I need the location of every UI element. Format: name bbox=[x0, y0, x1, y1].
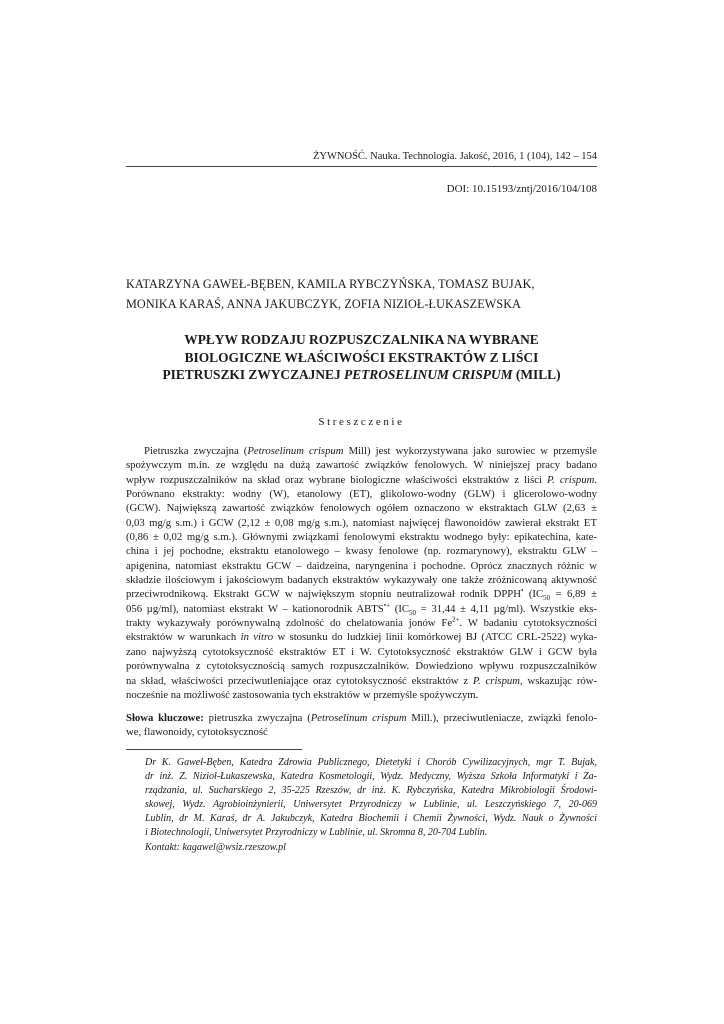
footnote-rule bbox=[126, 749, 302, 750]
author-list bbox=[126, 275, 626, 314]
keywords-text: pietruszka zwyczajna ( bbox=[203, 712, 311, 724]
species-name: Petroselinum crispum bbox=[310, 712, 407, 724]
doi-line[interactable]: DOI: 10.15193/zntj/2016/104/108 bbox=[446, 183, 597, 195]
abstract-line: składzie ilościowym i jakościowym badanych ekstraktów wykazywały one także zróżnicowaną aktywność bbox=[126, 574, 597, 587]
abstract-line bbox=[126, 602, 597, 616]
abstract-line: porównywalna z cytotoksycznością samych rozpuszczalników. Dowiedziono wpływu rozpuszczalników bbox=[126, 660, 597, 673]
footnote-line: rządzania, ul. Sucharskiego 2, 35-225 Rzeszów, dr inż. K. Rybczyńska, Katedra Mikrobiologii Środowi- bbox=[145, 785, 597, 797]
author-line-1: KATARZYNA GAWEŁ-BĘBEN, KAMILA RYBCZYŃSKA, TOMASZ BUJAK, bbox=[126, 277, 535, 291]
abstract-line: spożywczym m.in. ze względu na dużą zawartość związków fenolowych. W niniejszej pracy badano bbox=[126, 459, 597, 472]
footnote-line: skowej, Wydz. Agrobioinżynierii, Uniwersytet Przyrodniczy w Lublinie, ul. Leszczyńskiego 7, 20-069 bbox=[145, 799, 597, 811]
abstract-text: . bbox=[594, 473, 597, 486]
abstract-line bbox=[126, 473, 597, 487]
title-line-3 bbox=[126, 366, 597, 384]
superscript: •+ bbox=[383, 601, 391, 610]
title-line-1: WPŁYW RODZAJU ROZPUSZCZALNIKA NA WYBRANE bbox=[184, 332, 539, 347]
abstract-text: (IC bbox=[523, 588, 544, 601]
abstract-text: w stosunku do ludzkiej linii komórkowej BJ (ATCC CRL-2522) wyka- bbox=[273, 631, 598, 644]
abstract-text: na skład, właściwości przeciwutleniające oraz cytotoksyczność ekstraktów z bbox=[126, 674, 473, 687]
keywords-line bbox=[126, 711, 597, 725]
footnote-line: i Biotechnologii, Uniwersytet Przyrodniczy w Lublinie, ul. Skromna 8, 20-704 Lublin. bbox=[145, 827, 488, 839]
keywords-label: Słowa kluczowe: bbox=[126, 712, 204, 724]
abstract-line bbox=[126, 630, 597, 644]
author-line-2: MONIKA KARAŚ, ANNA JAKUBCZYK, ZOFIA NIZIOŁ-ŁUKASZEWSKA bbox=[126, 296, 522, 311]
footnote-line: Lublin, dr M. Karaś, dr A. Jakubczyk, Katedra Biochemii i Chemii Żywności, Wydz. Nauk o Żywności bbox=[145, 813, 597, 825]
abstract-text: , wskazując rów- bbox=[520, 674, 598, 687]
subscript: 50 bbox=[409, 608, 417, 617]
abstract-text: . W badaniu cytotoksyczności bbox=[459, 617, 598, 630]
title-species-name: PETROSELINUM CRISPUM bbox=[344, 367, 513, 382]
running-head: ŻYWNOŚĆ. Nauka. Technologia. Jakość, 2016, 1 (104), 142 – 154 bbox=[313, 151, 597, 162]
superscript: • bbox=[520, 586, 524, 595]
footnote-line: dr inż. Z. Nizioł-Łukaszewska, Katedra Kosmetologii, Wydz. Medyczny, Wyższa Szkoła Informatyki i Za- bbox=[145, 771, 597, 783]
abstract-body bbox=[126, 444, 597, 702]
abstract-line bbox=[126, 616, 597, 630]
abstract-line: Porównano ekstrakty: wodny (W), etanolowy (ET), glikolowo-wodny (GLW) i glicerolowo-wodny bbox=[126, 488, 597, 501]
abstract-line: (GCW). Największą zawartość związków fenolowych ogółem oznaczono w ekstraktach GLW (2,63 ± bbox=[126, 502, 597, 515]
abstract-line bbox=[126, 674, 597, 688]
species-name: P. crispum bbox=[547, 473, 595, 486]
abstract-line bbox=[126, 587, 597, 601]
abstract-text: Mill) jest wykorzystywana jako surowiec w przemyśle bbox=[343, 445, 597, 457]
subscript: 50 bbox=[543, 594, 551, 603]
abstract-text: ekstraktów w warunkach bbox=[126, 631, 241, 644]
abstract-text: wpływ rozpuszczalników na skład oraz wybrane biologiczne właściwości ekstraktów z liści bbox=[126, 473, 548, 486]
abstract-line: nocześnie na możliwość zastosowania tych ekstraktów w przemyśle spożywczym. bbox=[126, 688, 479, 701]
article-title bbox=[126, 331, 597, 384]
abstract-line: apigenina, natomiast ekstraktu GCW – daidzeina, naryngenina i pochodne. Oprócz znacznych różnic w bbox=[126, 559, 597, 572]
abstract-text: Pietruszka zwyczajna ( bbox=[144, 445, 248, 457]
abstract-line bbox=[126, 444, 597, 458]
abstract-text: = 31,44 ± 4,11 µg/ml). Wszystkie eks- bbox=[416, 602, 597, 615]
italic-term: in vitro bbox=[240, 631, 274, 644]
abstract-line: china i jej pochodne, ekstraktu etanolowego – kwasy fenolowe (np. rozmarynowy), ekstraktu GLW – bbox=[126, 545, 597, 558]
abstract-line: (0,86 ± 0,02 mg/g s.m.). Głównymi związkami fenolowymi ekstraktu wodnego były: epikatechina, kate- bbox=[126, 531, 597, 544]
title-line-2: BIOLOGICZNE WŁAŚCIWOŚCI EKSTRAKTÓW Z LIŚCI bbox=[184, 349, 539, 365]
title-text: PIETRUSZKI ZWYCZAJNEJ bbox=[162, 367, 345, 382]
species-name: Petroselinum crispum bbox=[247, 445, 344, 457]
contact-email[interactable]: Kontakt: kagawel@wsiz.rzeszow.pl bbox=[145, 841, 286, 853]
species-name: P. crispum bbox=[472, 674, 520, 687]
abstract-text: przeciwrodnikową. Ekstrakt GCW w największym stopniu neutralizował rodnik DPPH bbox=[126, 588, 521, 601]
abstract-heading: Streszczenie bbox=[318, 416, 405, 428]
abstract-line: zano najwyższą cytotoksyczność ekstraktów ET i W. Cytotoksyczność ekstraktów GLW i GCW była bbox=[126, 645, 597, 658]
keywords-text: Mill.), przeciwutleniacze, związki fenolo- bbox=[406, 712, 597, 724]
abstract-text: = 6,89 ± bbox=[550, 588, 597, 601]
title-text: (MILL) bbox=[512, 367, 561, 382]
author-affiliations-footnote bbox=[145, 756, 597, 855]
header-rule bbox=[126, 166, 597, 167]
abstract-line: 0,03 mg/g s.m.) i GCW (2,12 ± 0,08 mg/g s.m.), natomiast najwięcej flawonoidów zawierał ekstrakt ET bbox=[126, 516, 597, 529]
abstract-text: 056 µg/ml), natomiast ekstrakt W – kationorodnik ABTS bbox=[126, 602, 384, 615]
footnote-line: Dr K. Gaweł-Bęben, Katedra Zdrowia Publicznego, Dietetyki i Chorób Cywilizacyjnych, mgr T. Bujak, bbox=[145, 757, 597, 768]
abstract-text: trakty wykazywały porównywalną zdolność do chelatowania jonów Fe bbox=[126, 617, 453, 630]
keywords-block bbox=[126, 711, 597, 740]
abstract-text: (IC bbox=[390, 602, 410, 615]
superscript: 2+ bbox=[452, 615, 460, 624]
keywords-line: we, flawonoidy, cytotoksyczność bbox=[126, 726, 268, 739]
